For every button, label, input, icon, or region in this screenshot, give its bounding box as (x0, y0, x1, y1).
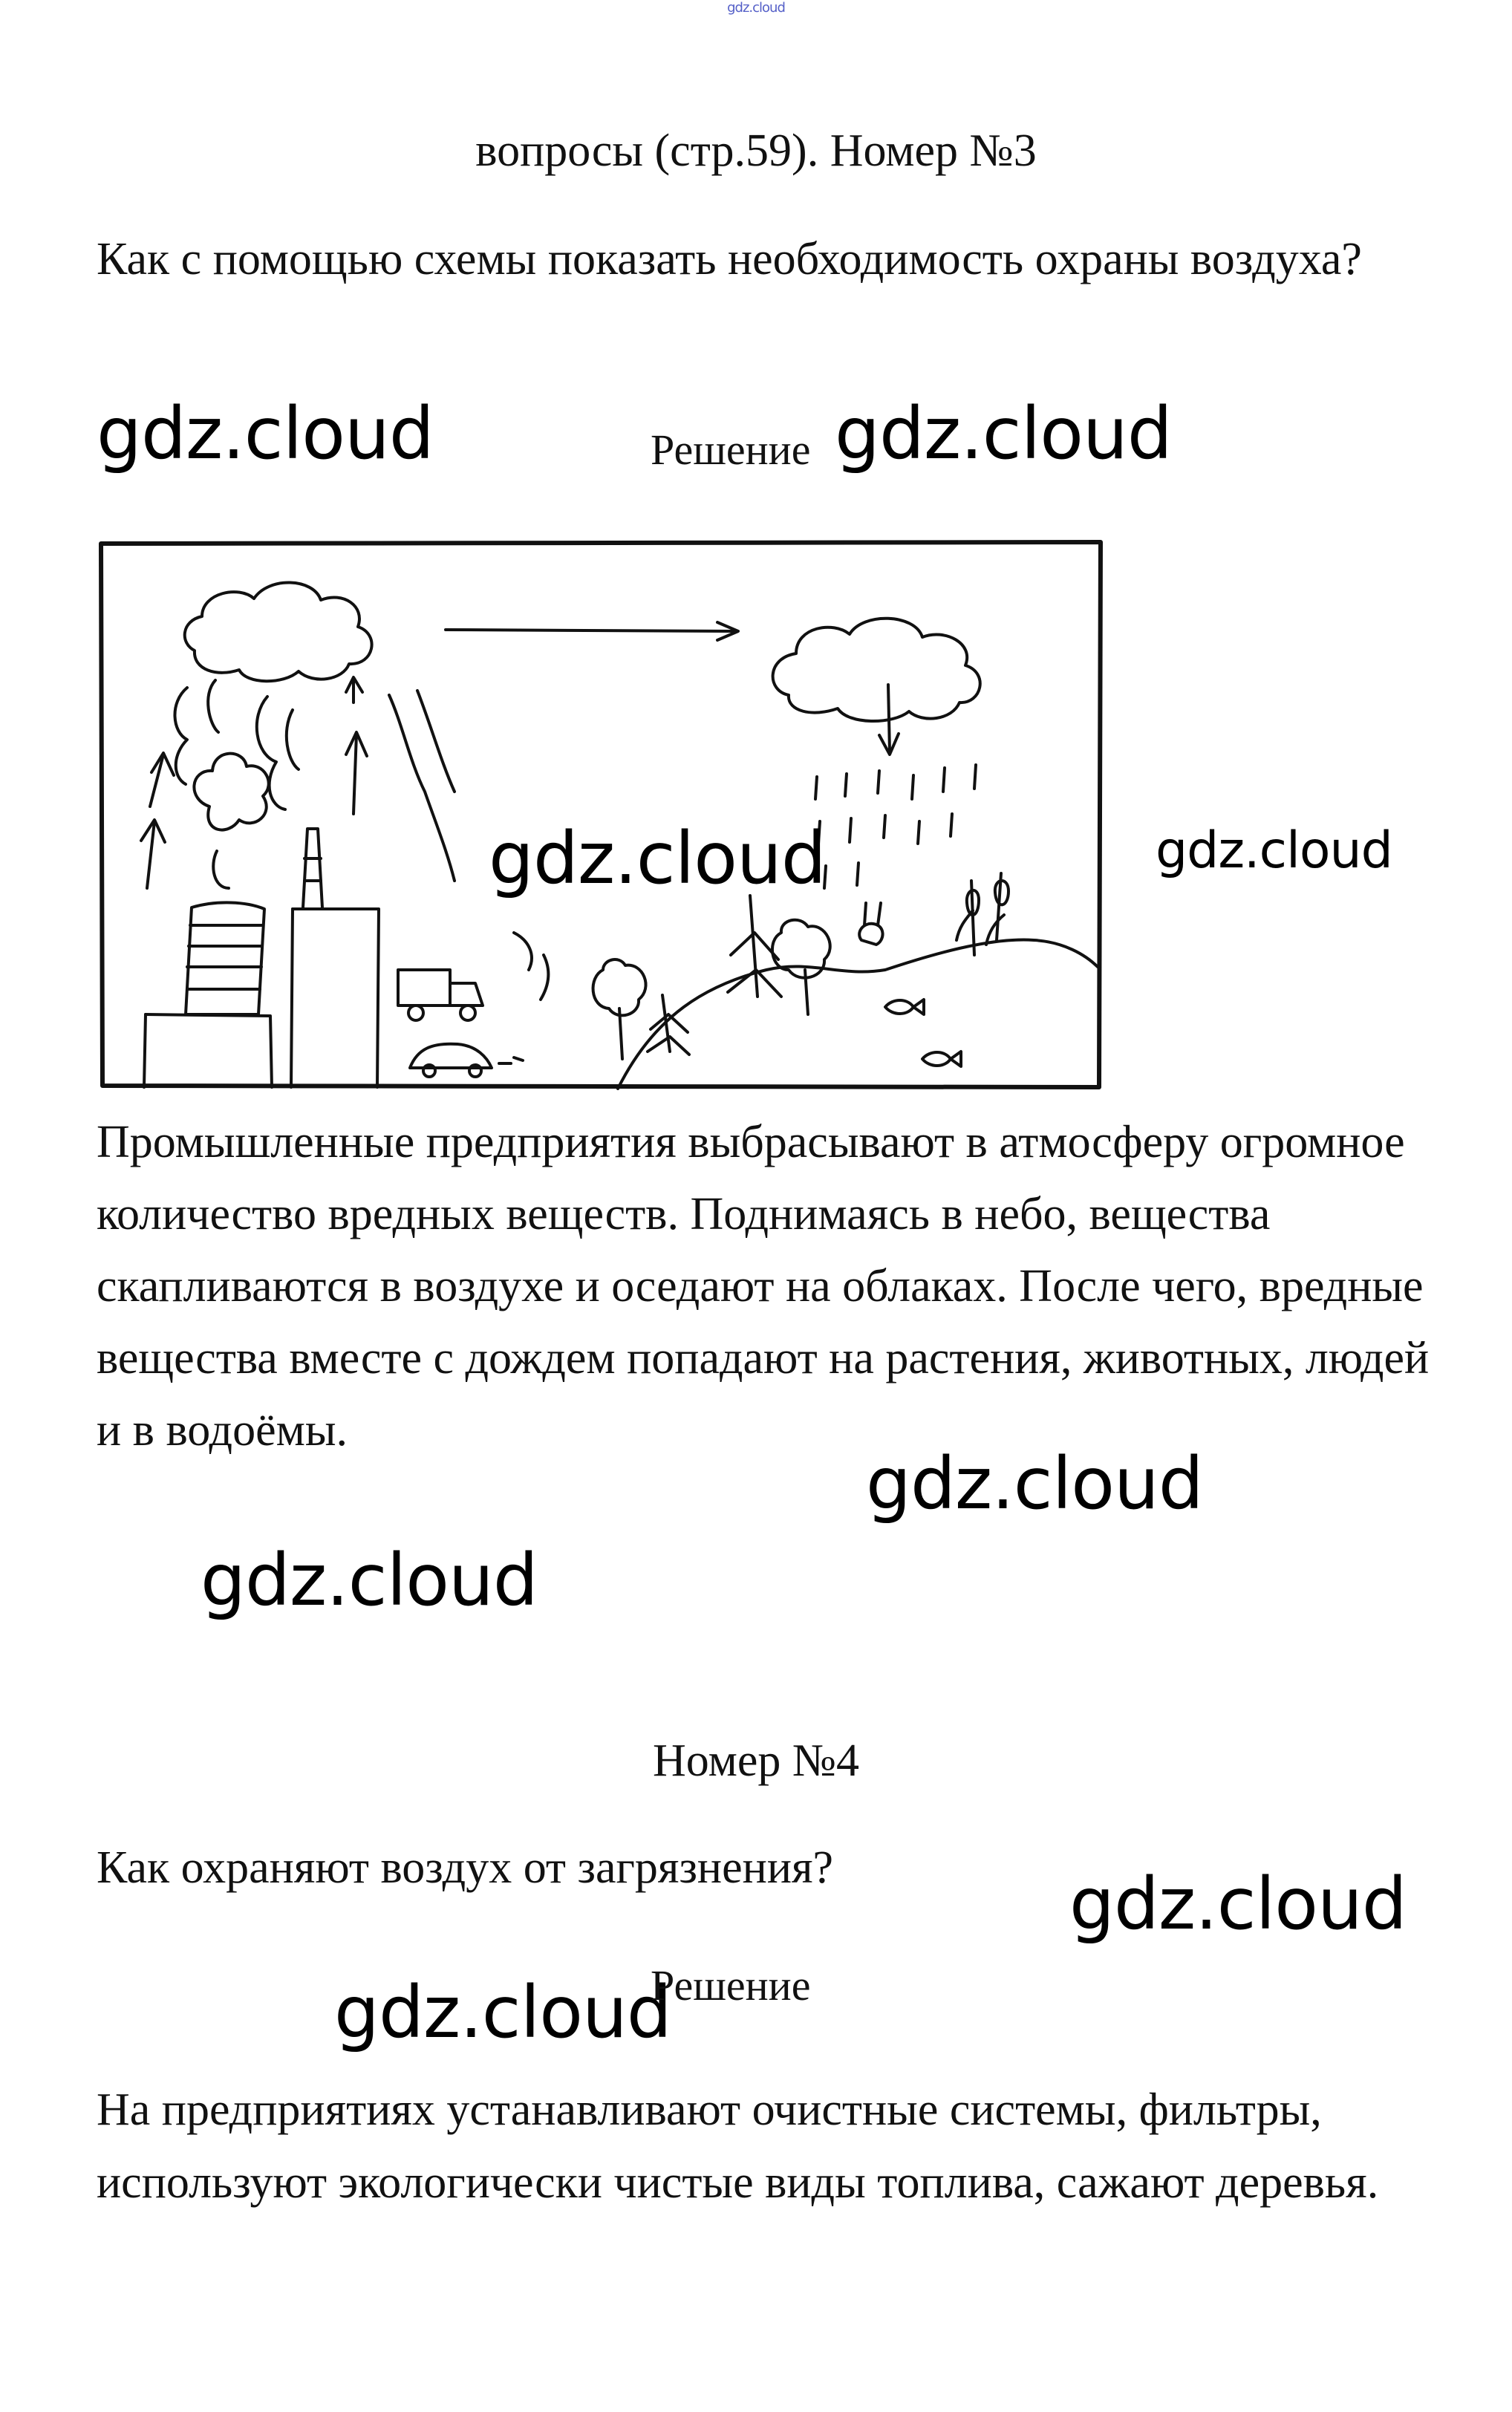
section3-heading: вопросы (стр.59). Номер №3 (475, 126, 1037, 176)
section4-answer: На предприятиях устанавливают очистные системы, фильтры, используют экологически чистые виды топлива, сажают деревья. (97, 2085, 1379, 2208)
watermark: gdz.cloud (866, 1442, 1203, 1525)
section3-answer: Промышленные предприятия выбрасывают в атмосферу огромное количество вредных веществ. Поднимаясь в небо, вещества скапливаются в воздухе и оседают на облаках. После чего, вредные вещества вместе с дождем попадают на растения, животных, людей и в водоёмы. (97, 1117, 1430, 1456)
watermark: gdz.cloud (334, 1971, 671, 2054)
watermark: gdz.cloud (489, 817, 826, 900)
section3-question: Как с помощью схемы показать необходимость охраны воздуха? (97, 234, 1362, 284)
section4-heading: Номер №4 (652, 1735, 859, 1786)
section4-solution-label: Решение (651, 1961, 811, 2010)
section3-solution-label: Решение (651, 426, 811, 474)
section4-question: Как охраняют воздух от загрязнения? (97, 1842, 834, 1893)
top-watermark: gdz.cloud (727, 0, 785, 16)
watermark: gdz.cloud (97, 392, 434, 475)
watermark: gdz.cloud (1069, 1862, 1407, 1946)
watermark: gdz.cloud (201, 1539, 538, 1622)
watermark: gdz.cloud (835, 392, 1172, 475)
pollution-scheme-drawing (98, 539, 1104, 1090)
watermark: gdz.cloud (1156, 821, 1392, 880)
